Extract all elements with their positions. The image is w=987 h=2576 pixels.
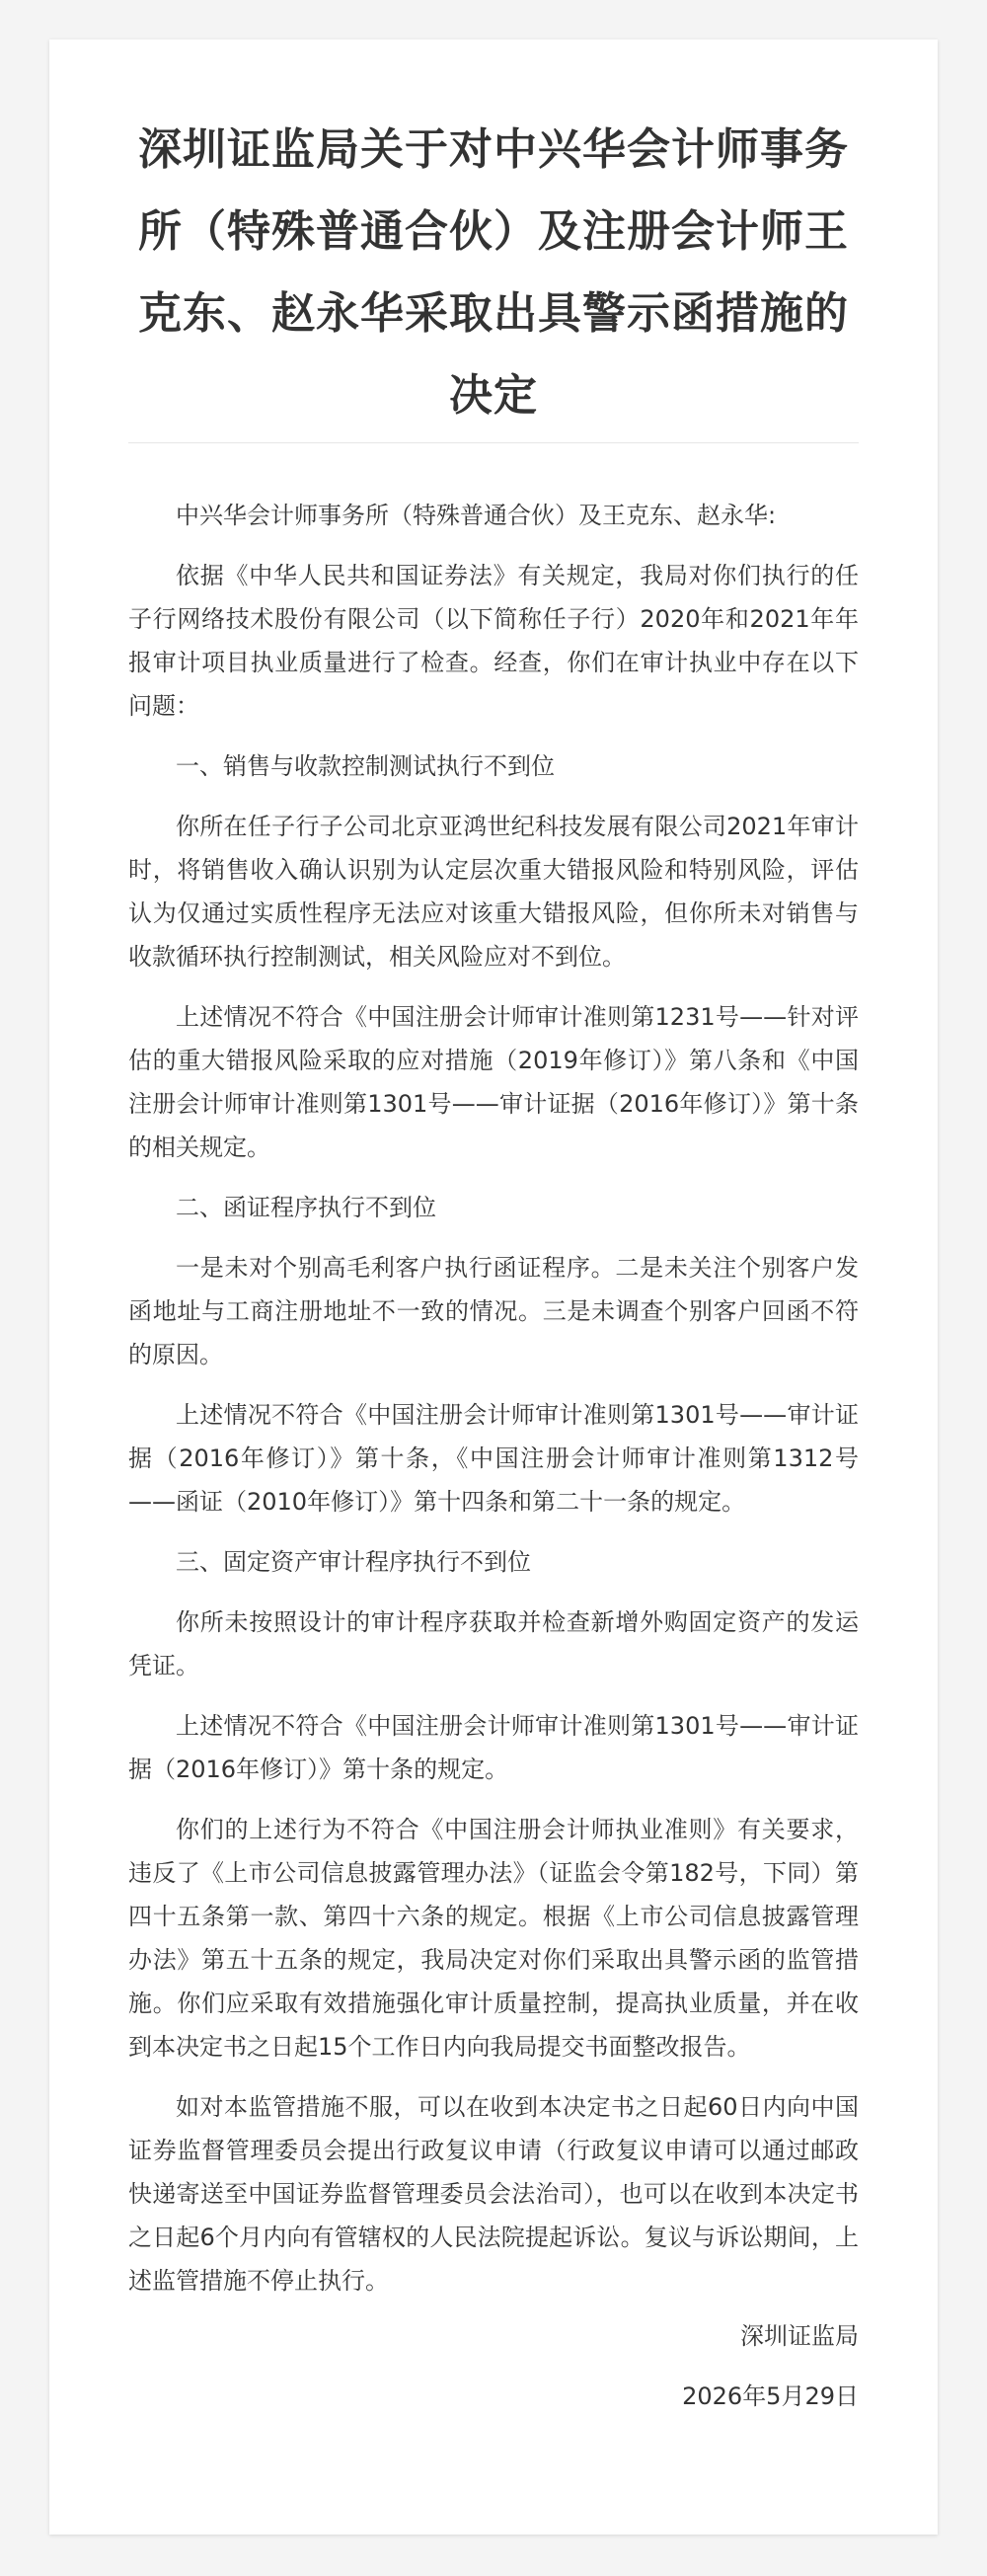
document-title: 深圳证监局关于对中兴华会计师事务所（特殊普通合伙）及注册会计师王克东、赵永华采取出具警示函措施的决定 (138, 124, 849, 421)
body-paragraph: 你所未按照设计的审计程序获取并检查新增外购固定资产的发运凭证。 (128, 1608, 859, 1679)
body-paragraph: 你所在任子行子公司北京亚鸿世纪科技发展有限公司2021年审计时，将销售收入确认识别为认定层次重大错报风险和特别风险，评估认为仅通过实质性程序无法应对该重大错报风险，但你所未对销售与收款循环执行控制测试，相关风险应对不到位。 (128, 813, 859, 971)
section-heading: 三、固定资产审计程序执行不到位 (176, 1548, 531, 1576)
body-paragraph: 你们的上述行为不符合《中国注册会计师执业准则》有关要求，违反了《上市公司信息披露管理办法》（证监会令第182号，下同）第四十五条第一款、第四十六条的规定。根据《上市公司信息披露管理办法》第五十五条的规定，我局决定对你们采取出具警示函的监管措施。你们应采取有效措施强化审计质量控制，提高执业质量，并在收到本决定书之日起15个工作日内向我局提交书面整改报告。 (128, 1816, 859, 2061)
body-paragraph: 如对本监管措施不服，可以在收到本决定书之日起60日内向中国证券监督管理委员会提出行政复议申请（行政复议申请可以通过邮政快递寄送至中国证券监督管理委员会法治司），也可以在收到本决定书之日起6个月内向有管辖权的人民法院提起诉讼。复议与诉讼期间，上述监管措施不停止执行。 (128, 2093, 859, 2295)
issuer-name: 深圳证监局 (740, 2322, 859, 2350)
document-sheet (49, 39, 938, 2535)
addressee-paragraph: 中兴华会计师事务所（特殊普通合伙）及王克东、赵永华: (176, 502, 777, 529)
signature-block (128, 2314, 859, 2435)
body-paragraph: 上述情况不符合《中国注册会计师审计准则第1231号——针对评估的重大错报风险采取的应对措施（2019年修订）》第八条和《中国注册会计师审计准则第1301号——审计证据（2016年修订）》第十条的相关规定。 (128, 1003, 859, 1161)
body-paragraph: 上述情况不符合《中国注册会计师审计准则第1301号——审计证据（2016年修订）》第十条，《中国注册会计师审计准则第1312号——函证（2010年修订）》第十四条和第二十一条的规定。 (128, 1401, 859, 1516)
title-divider (128, 442, 859, 443)
section-heading: 一、销售与收款控制测试执行不到位 (176, 752, 555, 780)
section-heading: 二、函证程序执行不到位 (176, 1194, 436, 1221)
body-paragraph: 依据《中华人民共和国证券法》有关规定，我局对你们执行的任子行网络技术股份有限公司（以下简称任子行）2020年和2021年年报审计项目执业质量进行了检查。经查，你们在审计执业中存在以下问题： (128, 562, 859, 720)
body-paragraph: 上述情况不符合《中国注册会计师审计准则第1301号——审计证据（2016年修订）》第十条的规定。 (128, 1712, 859, 1783)
issue-date: 2026年5月29日 (682, 2382, 859, 2410)
document-body (128, 494, 859, 2319)
body-paragraph: 一是未对个别高毛利客户执行函证程序。二是未关注个别客户发函地址与工商注册地址不一致的情况。三是未调查个别客户回函不符的原因。 (128, 1254, 859, 1368)
